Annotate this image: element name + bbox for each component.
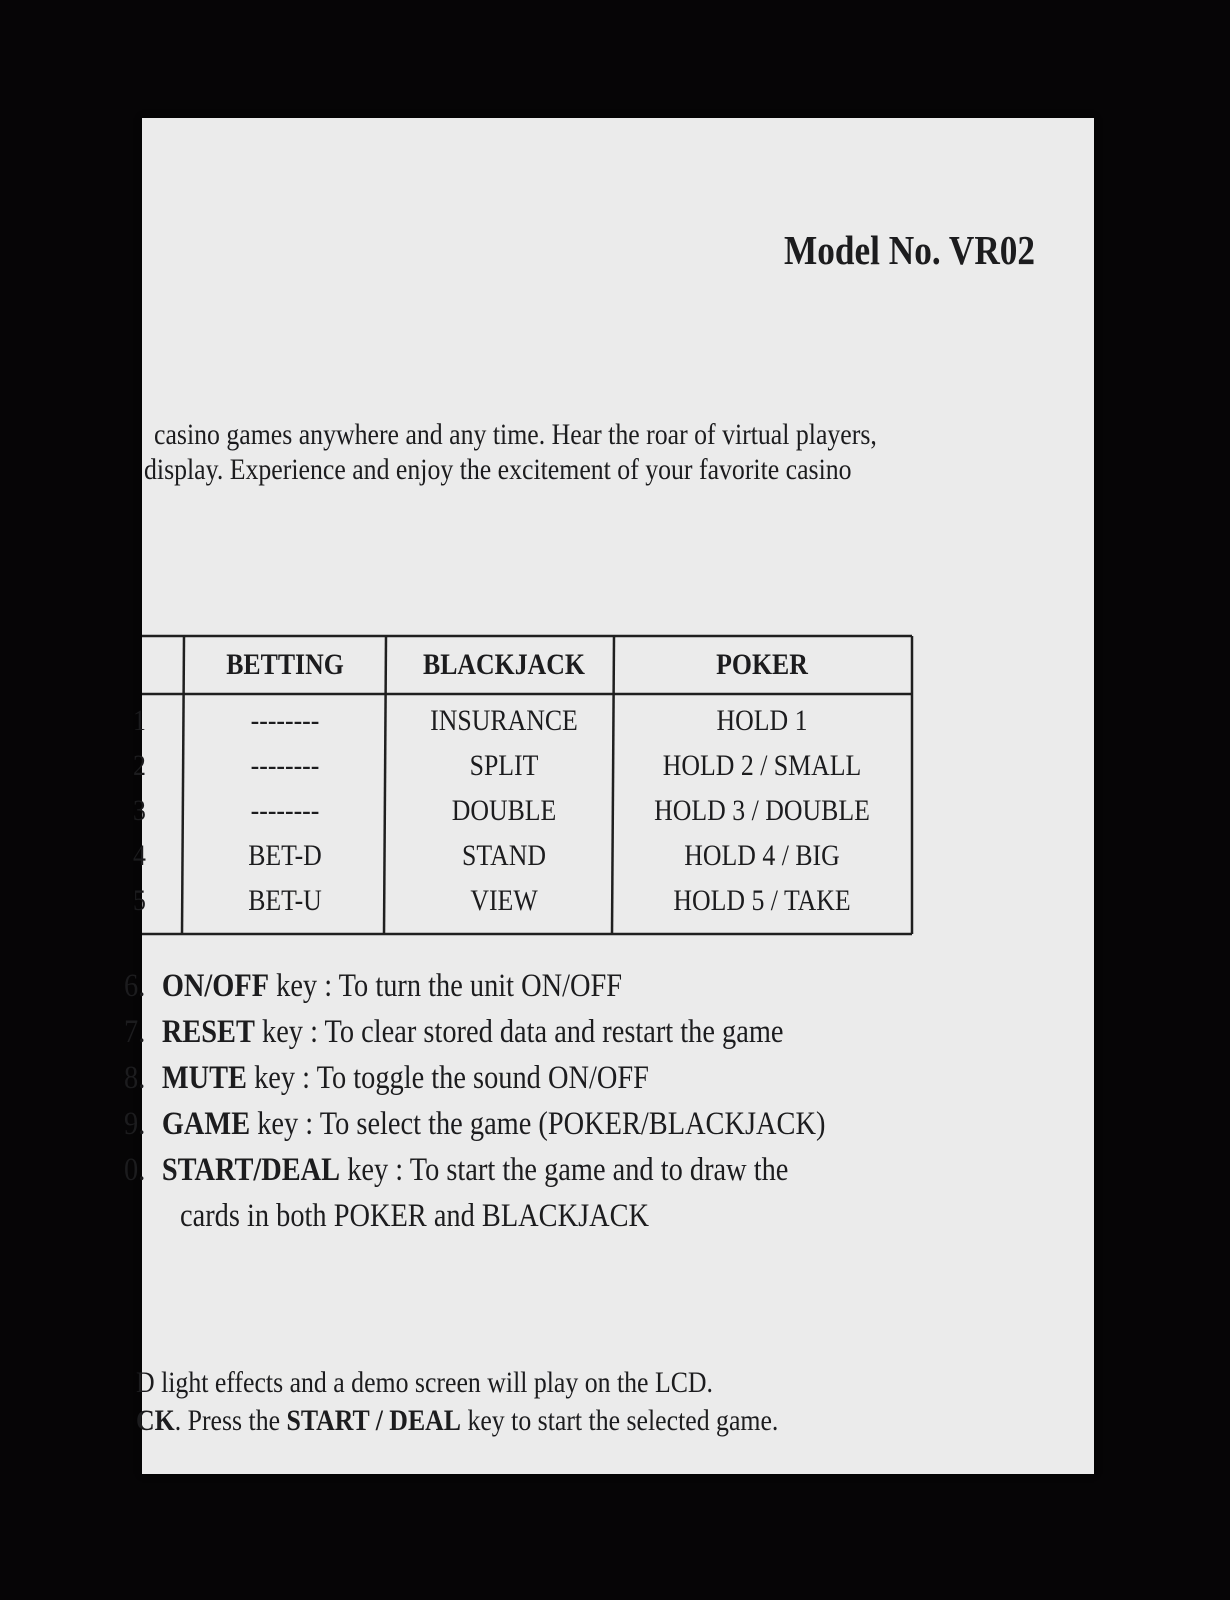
intro-line-2: display. Experience and enjoy the excitement of your favorite casino bbox=[144, 453, 852, 486]
row-number: 4 bbox=[133, 839, 146, 872]
cell-betting: BET-D bbox=[248, 839, 322, 872]
key-description-mute bbox=[124, 1060, 649, 1097]
key-description-onoff bbox=[124, 968, 622, 1005]
footer-line-1: D light effects and a demo screen will play on the LCD. bbox=[136, 1366, 714, 1399]
key-description-continuation: cards in both POKER and BLACKJACK bbox=[180, 1198, 650, 1234]
key-description-reset bbox=[124, 1014, 784, 1051]
intro-line-1: casino games anywhere and any time. Hear the roar of virtual players, bbox=[154, 418, 877, 451]
row-number: 5 bbox=[133, 884, 146, 917]
cell-poker: HOLD 5 / TAKE bbox=[673, 884, 851, 917]
key-desc: key : To start the game and to draw the bbox=[340, 1152, 789, 1188]
footer-line2-start: CK bbox=[136, 1404, 175, 1437]
key-desc: key : To turn the unit ON/OFF bbox=[269, 968, 623, 1004]
cell-blackjack: DOUBLE bbox=[451, 794, 557, 827]
footer-line2-end: key to start the selected game. bbox=[460, 1404, 779, 1437]
key-desc: key : To toggle the sound ON/OFF bbox=[246, 1060, 649, 1096]
key-number: 8. bbox=[124, 1060, 146, 1096]
header-blackjack: BLACKJACK bbox=[423, 648, 585, 681]
row-number: 1 bbox=[133, 704, 146, 737]
key-number: 9. bbox=[124, 1106, 146, 1142]
cell-betting: -------- bbox=[250, 749, 320, 782]
key-desc: key : To clear stored data and restart the game bbox=[254, 1014, 784, 1050]
header-betting: BETTING bbox=[226, 648, 344, 681]
cell-blackjack: VIEW bbox=[470, 884, 538, 917]
cell-poker: HOLD 4 / BIG bbox=[684, 839, 840, 872]
cell-blackjack: SPLIT bbox=[469, 749, 539, 782]
header-poker: POKER bbox=[716, 648, 808, 681]
manual-page bbox=[124, 118, 1094, 1474]
cell-betting: -------- bbox=[250, 794, 320, 827]
cell-blackjack: INSURANCE bbox=[430, 704, 578, 737]
cell-blackjack: STAND bbox=[462, 839, 546, 872]
key-description-game bbox=[124, 1106, 825, 1143]
cell-poker: HOLD 1 bbox=[716, 704, 808, 737]
key-desc: key : To select the game (POKER/BLACKJACK) bbox=[250, 1106, 826, 1142]
key-name: START/DEAL bbox=[161, 1152, 341, 1188]
key-name: ON/OFF bbox=[161, 968, 270, 1004]
row-number: 2 bbox=[133, 749, 146, 782]
key-name: GAME bbox=[161, 1106, 251, 1142]
cell-poker: HOLD 3 / DOUBLE bbox=[654, 794, 870, 827]
row-number: 3 bbox=[133, 794, 146, 827]
key-number: 7. bbox=[124, 1014, 146, 1050]
key-description-start-deal bbox=[124, 1152, 788, 1189]
footer-line2-mid: . Press the bbox=[174, 1404, 287, 1437]
cell-poker: HOLD 2 / SMALL bbox=[662, 749, 862, 782]
model-number: Model No. VR02 bbox=[784, 227, 1036, 273]
key-number: 6. bbox=[124, 968, 146, 1004]
key-number: 0. bbox=[124, 1152, 146, 1188]
footer-line-2 bbox=[136, 1404, 778, 1438]
key-name: RESET bbox=[161, 1014, 255, 1050]
footer-start-deal-key: START / DEAL bbox=[286, 1404, 461, 1437]
key-name: MUTE bbox=[161, 1060, 247, 1096]
cell-betting: BET-U bbox=[248, 884, 322, 917]
cell-betting: -------- bbox=[250, 704, 320, 737]
